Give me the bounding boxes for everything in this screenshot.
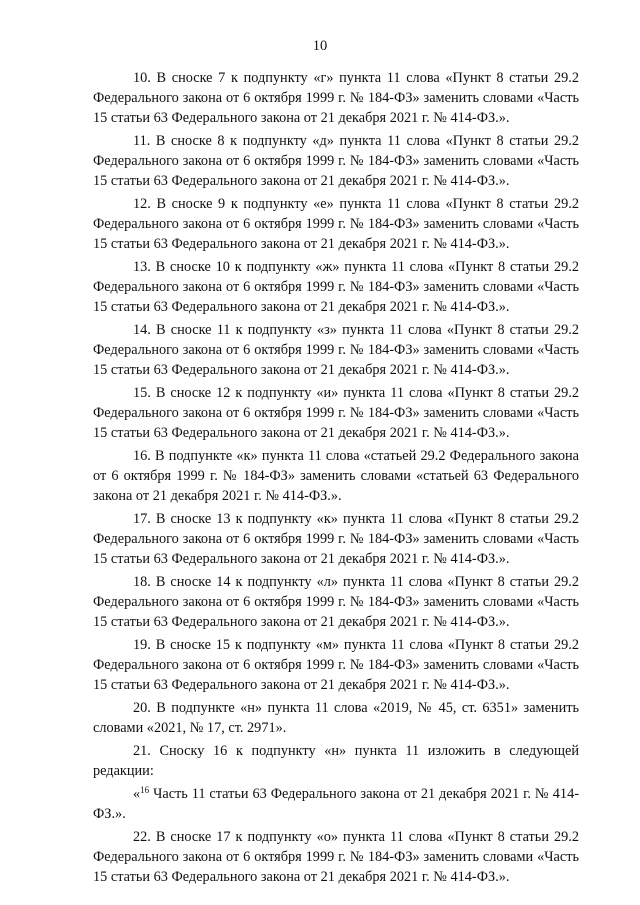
paragraph-15: 15. В сноске 12 к подпункту «и» пункта 11 слова «Пункт 8 статьи 29.2 Федерального закона от 6 октября 1999 г. № 184-ФЗ» заменить словами «Часть 15 статьи 63 Федерального закона от 21 декабря 2021 г. № 414-ФЗ.». bbox=[93, 385, 579, 441]
paragraph-14: 14. В сноске 11 к подпункту «з» пункта 11 слова «Пункт 8 статьи 29.2 Федерального закона от 6 октября 1999 г. № 184-ФЗ» заменить словами «Часть 15 статьи 63 Федерального закона от 21 декабря 2021 г. № 414-ФЗ.». bbox=[93, 322, 579, 378]
paragraph-22: 22. В сноске 17 к подпункту «о» пункта 11 слова «Пункт 8 статьи 29.2 Федерального закона от 6 октября 1999 г. № 184-ФЗ» заменить словами «Часть 15 статьи 63 Федерального закона от 21 декабря 2021 г. № 414-ФЗ.». bbox=[93, 829, 579, 885]
footnote-16-text bbox=[93, 784, 579, 824]
paragraph-13: 13. В сноске 10 к подпункту «ж» пункта 11 слова «Пункт 8 статьи 29.2 Федерального закона от 6 октября 1999 г. № 184-ФЗ» заменить словами «Часть 15 статьи 63 Федерального закона от 21 декабря 2021 г. № 414-ФЗ.». bbox=[93, 259, 579, 315]
page-number: 10 bbox=[312, 38, 328, 54]
footnote-marker: 16 bbox=[140, 785, 150, 795]
paragraph-12: 12. В сноске 9 к подпункту «е» пункта 11 слова «Пункт 8 статьи 29.2 Федерального закона от 6 октября 1999 г. № 184-ФЗ» заменить словами «Часть 15 статьи 63 Федерального закона от 21 декабря 2021 г. № 414-ФЗ.». bbox=[93, 196, 579, 252]
paragraph-11: 11. В сноске 8 к подпункту «д» пункта 11 слова «Пункт 8 статьи 29.2 Федерального закона от 6 октября 1999 г. № 184-ФЗ» заменить словами «Часть 15 статьи 63 Федерального закона от 21 декабря 2021 г. № 414-ФЗ.». bbox=[93, 133, 579, 189]
document-body bbox=[93, 68, 579, 890]
paragraph-19: 19. В сноске 15 к подпункту «м» пункта 11 слова «Пункт 8 статьи 29.2 Федерального закона от 6 октября 1999 г. № 184-ФЗ» заменить словами «Часть 15 статьи 63 Федерального закона от 21 декабря 2021 г. № 414-ФЗ.». bbox=[93, 637, 579, 693]
paragraph-10: 10. В сноске 7 к подпункту «г» пункта 11 слова «Пункт 8 статьи 29.2 Федерального закона от 6 октября 1999 г. № 184-ФЗ» заменить словами «Часть 15 статьи 63 Федерального закона от 21 декабря 2021 г. № 414-ФЗ.». bbox=[93, 70, 579, 126]
paragraph-20: 20. В подпункте «н» пункта 11 слова «2019, № 45, ст. 6351» заменить словами «2021, № 17, ст. 2971». bbox=[93, 700, 579, 736]
paragraph-18: 18. В сноске 14 к подпункту «л» пункта 11 слова «Пункт 8 статьи 29.2 Федерального закона от 6 октября 1999 г. № 184-ФЗ» заменить словами «Часть 15 статьи 63 Федерального закона от 21 декабря 2021 г. № 414-ФЗ.». bbox=[93, 574, 579, 630]
paragraph-21: 21. Сноску 16 к подпункту «н» пункта 11 изложить в следующей редакции: bbox=[93, 743, 579, 779]
paragraph-16: 16. В подпункте «к» пункта 11 слова «статьей 29.2 Федерального закона от 6 октября 1999 г. № 184-ФЗ» заменить словами «статьей 63 Федерального закона от 21 декабря 2021 г. № 414-ФЗ.». bbox=[93, 448, 579, 504]
footnote-open-quote: « bbox=[133, 786, 141, 802]
paragraph-17: 17. В сноске 13 к подпункту «к» пункта 11 слова «Пункт 8 статьи 29.2 Федерального закона от 6 октября 1999 г. № 184-ФЗ» заменить словами «Часть 15 статьи 63 Федерального закона от 21 декабря 2021 г. № 414-ФЗ.». bbox=[93, 511, 579, 567]
footnote-body: Часть 11 статьи 63 Федерального закона от 21 декабря 2021 г. № 414-ФЗ.». bbox=[93, 786, 579, 822]
